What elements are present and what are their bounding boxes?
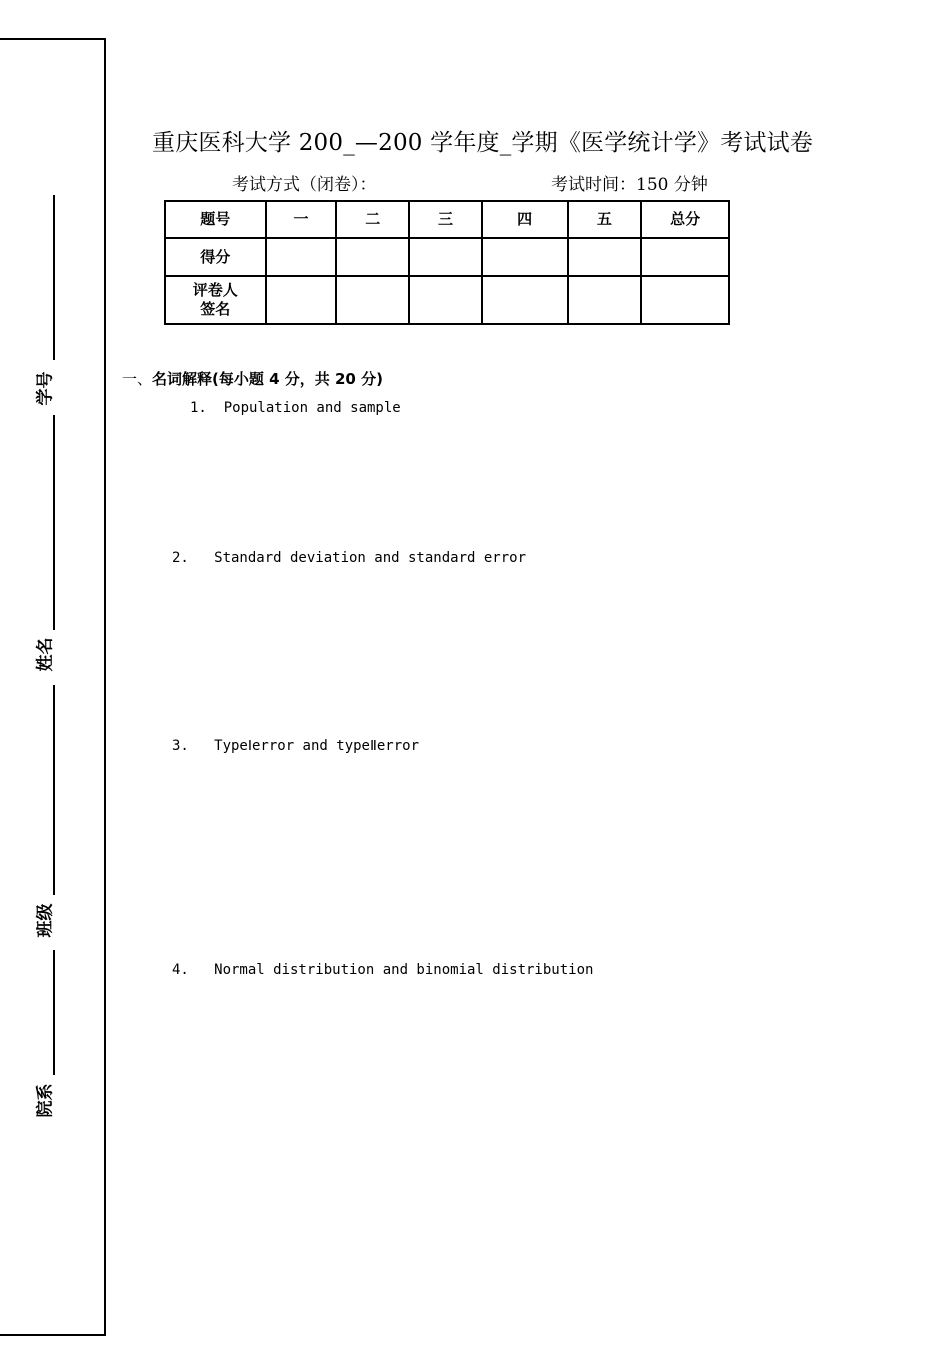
exam-time: 考试时间：150 分钟 bbox=[551, 175, 708, 195]
grader-cell bbox=[336, 276, 409, 324]
score-table-header-row bbox=[165, 201, 729, 238]
exam-mode: 考试方式（闭卷）： bbox=[232, 175, 377, 195]
class-label: 班级 bbox=[35, 903, 56, 938]
grader-cell bbox=[266, 276, 337, 324]
student-id-line bbox=[53, 195, 55, 360]
score-cell bbox=[568, 238, 642, 276]
name-line bbox=[53, 415, 55, 630]
class-line bbox=[53, 685, 55, 895]
question-2: 2. Standard deviation and standard error bbox=[172, 550, 527, 566]
question-3: 3. TypeⅠerror and typeⅡerror bbox=[172, 738, 420, 754]
grader-row bbox=[165, 276, 729, 324]
department-label: 院系 bbox=[35, 1083, 56, 1118]
header-question-number: 题号 bbox=[165, 201, 266, 238]
section-title: 名词解释(每小题 4 分，共 20 分) bbox=[152, 370, 383, 388]
score-cell bbox=[641, 238, 729, 276]
header-total: 总分 bbox=[641, 201, 729, 238]
score-cell bbox=[409, 238, 482, 276]
grader-row-label: 评卷人 签名 bbox=[165, 276, 266, 324]
header-q2: 二 bbox=[336, 201, 409, 238]
score-table bbox=[164, 200, 730, 325]
section-heading bbox=[122, 368, 383, 389]
question-4: 4. Normal distribution and binomial distribution bbox=[172, 962, 594, 978]
department-line bbox=[53, 950, 55, 1075]
score-cell bbox=[266, 238, 337, 276]
header-q5: 五 bbox=[568, 201, 642, 238]
question-1: 1. Population and sample bbox=[190, 400, 401, 416]
score-cell bbox=[336, 238, 409, 276]
exam-title: 重庆医科大学 200_—200 学年度_学期《医学统计学》考试试卷 bbox=[152, 130, 814, 156]
grader-cell bbox=[482, 276, 568, 324]
header-q4: 四 bbox=[482, 201, 568, 238]
score-row bbox=[165, 238, 729, 276]
student-id-label: 学号 bbox=[35, 371, 56, 406]
header-q1: 一 bbox=[266, 201, 337, 238]
score-row-label: 得分 bbox=[165, 238, 266, 276]
header-q3: 三 bbox=[409, 201, 482, 238]
section-number: 一、 bbox=[122, 370, 153, 388]
score-cell bbox=[482, 238, 568, 276]
grader-cell bbox=[568, 276, 642, 324]
name-label: 姓名 bbox=[35, 637, 56, 672]
grader-cell bbox=[641, 276, 729, 324]
grader-cell bbox=[409, 276, 482, 324]
